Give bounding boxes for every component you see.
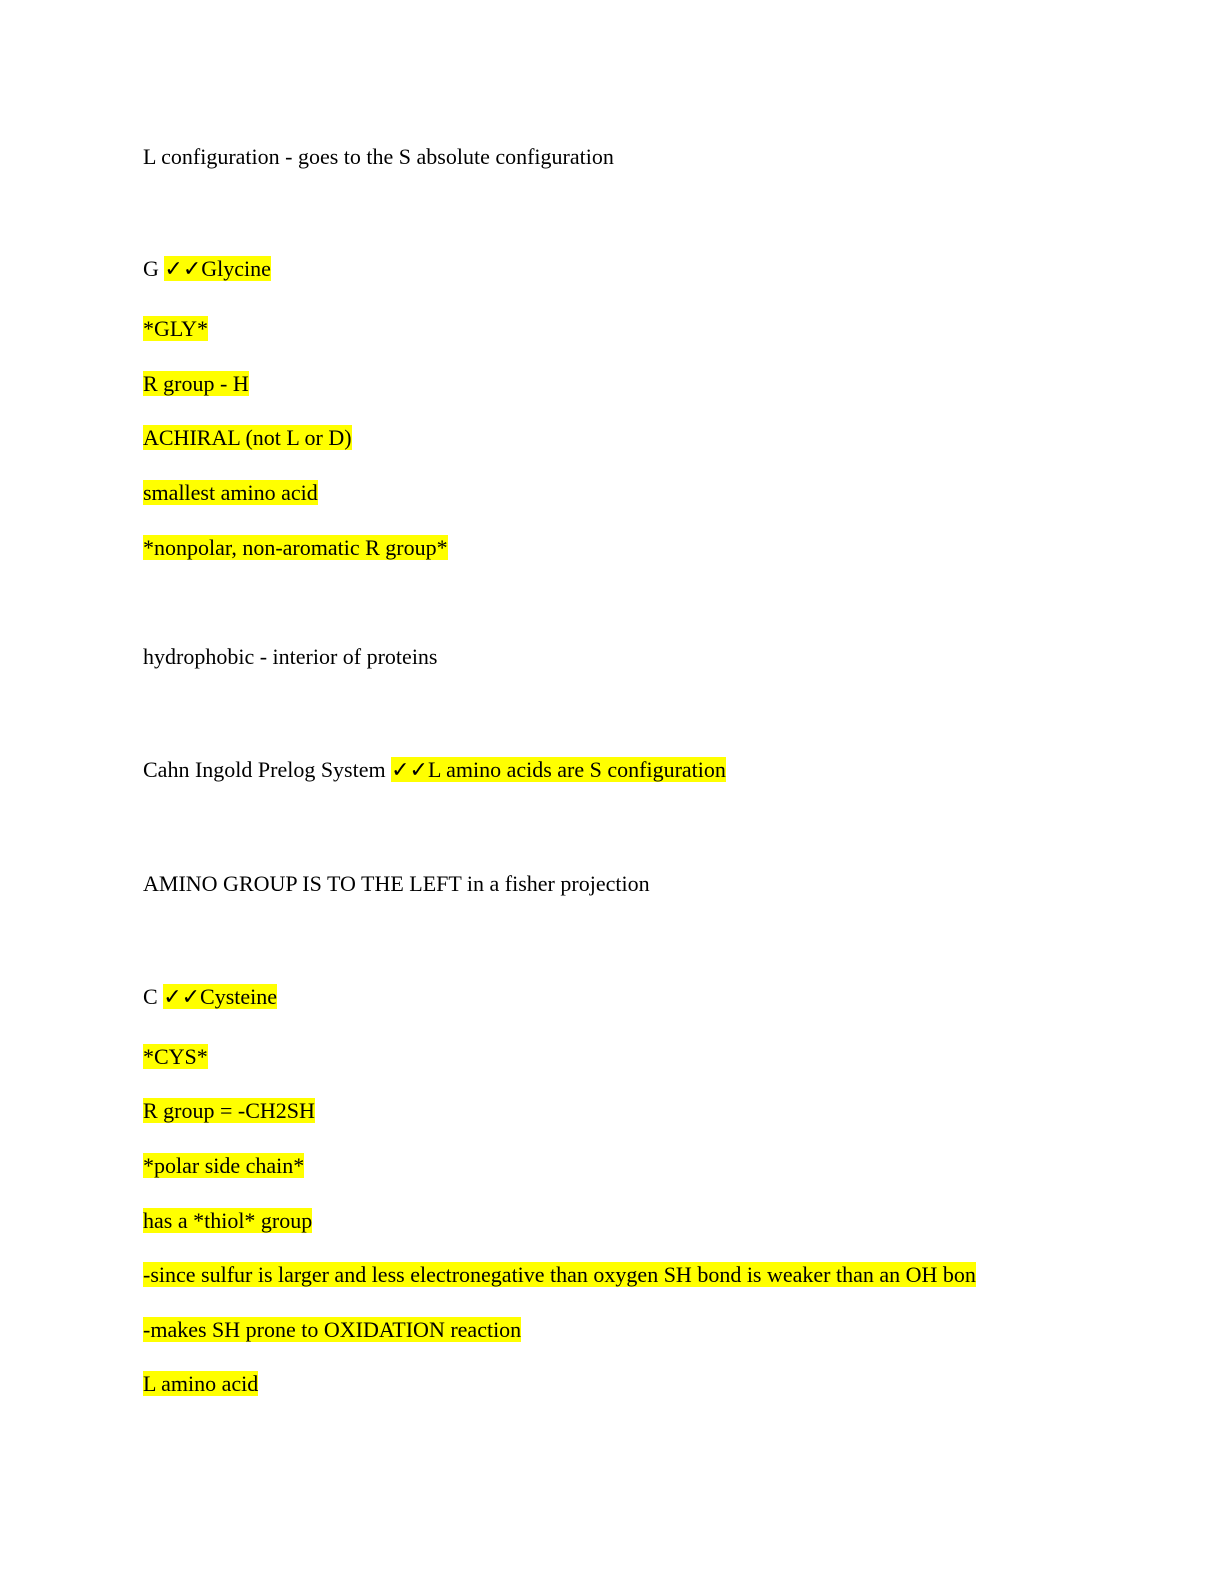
note-line-cahn-ingold-prelog	[143, 754, 726, 786]
note-line-achiral	[143, 422, 352, 454]
note-line-glycine-r-group	[143, 368, 249, 400]
note-line-amino-group-left	[143, 868, 650, 900]
note-line-glycine-heading	[143, 253, 271, 285]
highlighted-text: *nonpolar, non-aromatic R group*	[143, 535, 448, 560]
highlighted-text: -since sulfur is larger and less electronegative than oxygen SH bond is weaker than an OH bon	[143, 1262, 976, 1287]
highlighted-text: R group - H	[143, 371, 249, 396]
highlighted-text: *CYS*	[143, 1044, 208, 1069]
note-line-cysteine-r-group	[143, 1095, 315, 1127]
note-line-hydrophobic	[143, 641, 438, 673]
note-line-oxidation	[143, 1314, 521, 1346]
note-line-smallest	[143, 477, 318, 509]
note-line-thiol	[143, 1205, 312, 1237]
line-prefix: Cahn Ingold Prelog System	[143, 757, 392, 782]
line-prefix: C	[143, 984, 164, 1009]
highlighted-text: ✓✓Glycine	[164, 256, 271, 281]
note-line-l-configuration	[143, 141, 614, 173]
highlighted-text: *polar side chain*	[143, 1153, 305, 1178]
line-prefix: G	[143, 256, 165, 281]
highlighted-text: has a *thiol* group	[143, 1208, 313, 1233]
line-text: hydrophobic - interior of proteins	[143, 644, 438, 669]
highlighted-text: *GLY*	[143, 316, 209, 341]
highlighted-text: ACHIRAL (not L or D)	[143, 425, 352, 450]
note-line-l-amino-acid	[143, 1368, 258, 1400]
note-line-nonpolar	[143, 532, 448, 564]
line-text: AMINO GROUP IS TO THE LEFT in a fisher projection	[143, 871, 650, 896]
highlighted-text: ✓✓Cysteine	[163, 984, 278, 1009]
note-line-gly	[143, 313, 208, 345]
highlighted-text: smallest amino acid	[143, 480, 318, 505]
note-line-cysteine-heading	[143, 981, 277, 1013]
line-text: L configuration - goes to the S absolute configuration	[143, 144, 614, 169]
note-line-cys	[143, 1041, 208, 1073]
highlighted-text: -makes SH prone to OXIDATION reaction	[143, 1317, 522, 1342]
note-line-polar-side-chain	[143, 1150, 304, 1182]
highlighted-text: L amino acid	[143, 1371, 259, 1396]
note-line-sulfur-explanation	[143, 1259, 976, 1291]
highlighted-text: R group = -CH2SH	[143, 1098, 315, 1123]
highlighted-text: ✓✓L amino acids are S configuration	[391, 757, 726, 782]
